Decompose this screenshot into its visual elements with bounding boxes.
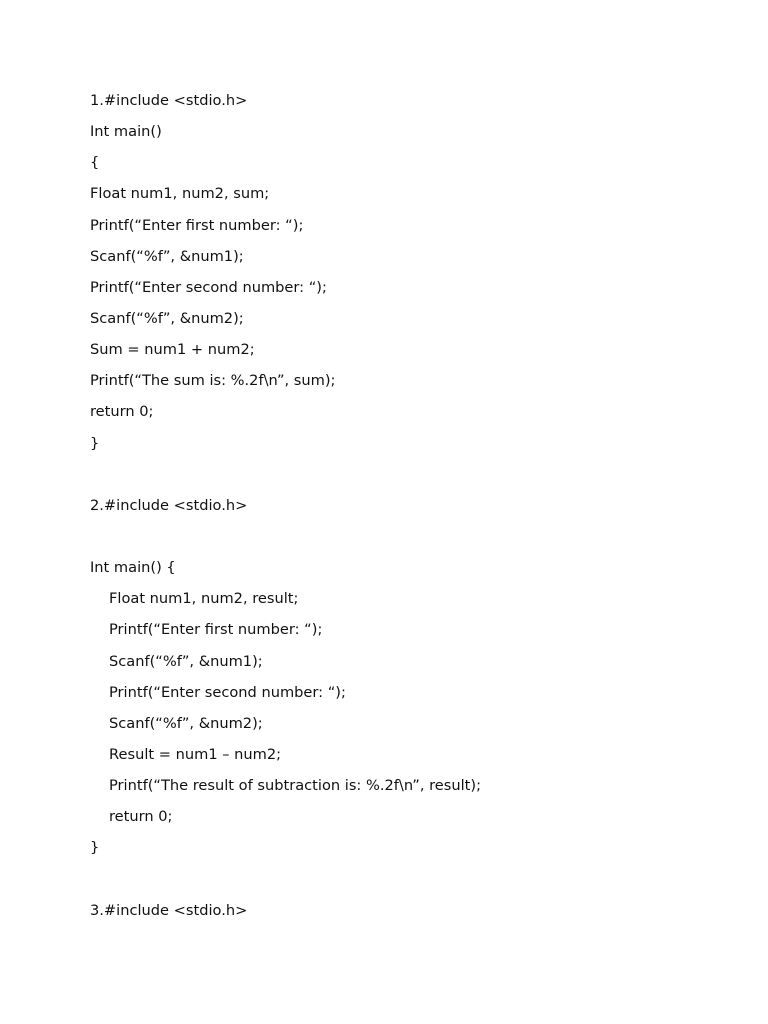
code-line: 3.#include <stdio.h> <box>90 901 248 919</box>
code-line: Scanf(“%f”, &num2); <box>109 714 263 732</box>
code-line: Printf(“Enter second number: “); <box>109 683 346 701</box>
code-line: { <box>90 154 100 172</box>
blank-line <box>90 465 730 496</box>
code-line: return 0; <box>90 403 154 421</box>
code-line: return 0; <box>109 808 173 826</box>
code-line: 1.#include <stdio.h> <box>90 92 248 109</box>
code-line: Printf(“The sum is: %.2f\n”, sum); <box>90 372 336 390</box>
code-line: Int main() <box>90 123 162 141</box>
program-3 <box>90 901 730 932</box>
code-line: Int main() { <box>90 559 176 577</box>
code-line: Scanf(“%f”, &num2); <box>90 309 244 327</box>
code-line <box>90 527 730 558</box>
code-line: Float num1, num2, sum; <box>90 185 270 203</box>
code-line: } <box>90 434 100 452</box>
blank-line <box>90 870 730 901</box>
code-line: 2.#include <stdio.h> <box>90 496 248 514</box>
code-line: Printf(“Enter first number: “); <box>90 216 304 234</box>
code-line: Scanf(“%f”, &num1); <box>109 652 263 670</box>
code-line: Float num1, num2, result; <box>109 590 299 608</box>
code-line: Printf(“Enter first number: “); <box>109 621 323 639</box>
program-2 <box>90 496 730 870</box>
code-line: Printf(“The result of subtraction is: %.2f\n”, result); <box>109 777 482 795</box>
document-body <box>90 91 730 932</box>
code-line: Printf(“Enter second number: “); <box>90 278 327 296</box>
code-line: Sum = num1 + num2; <box>90 341 255 359</box>
code-line: Result = num1 – num2; <box>109 745 282 763</box>
code-line: Scanf(“%f”, &num1); <box>90 247 244 265</box>
code-line: } <box>90 839 100 857</box>
program-1 <box>90 91 730 465</box>
